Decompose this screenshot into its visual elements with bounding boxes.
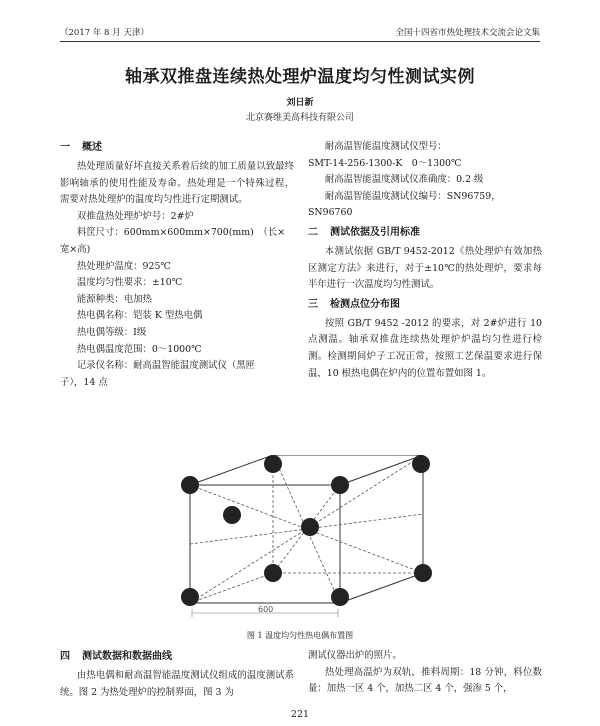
thermocouple-point: [331, 588, 349, 606]
furnace-paragraph: 热处理高温炉为双轨，推料周期：18 分钟，料位数量：加热一区 4 个，加热二区 4 个，强渗 5 个，: [308, 666, 542, 695]
spec-line: 热电偶温度范围：0～1000℃: [76, 343, 202, 355]
left-column: [60, 137, 294, 391]
right-column: [308, 137, 542, 382]
thermocouple-point: [264, 564, 282, 582]
author: 刘日新: [286, 98, 314, 108]
running-head-right: 全国十四省市热处理技术交流会论文集: [395, 28, 540, 38]
spec-line: 宽×高): [60, 243, 91, 255]
thermocouple-point: [223, 506, 241, 524]
spec-line: 能源种类：电加热: [76, 293, 152, 305]
cube-edge: [340, 455, 423, 485]
bottom-left-column: [60, 646, 294, 701]
section-heading-4: [60, 648, 294, 666]
spec-line: 热处理炉温度：925℃: [76, 260, 171, 272]
thermocouple-point: [264, 455, 282, 473]
standards-paragraph: 本测试依据 GB/T 9452-2012《热处理炉有效加热区测定方法》来进行，对于±10℃的热处理炉，要求每半年进行一次温度均匀性测试。: [308, 245, 542, 291]
thermocouple-layout-figure: [150, 455, 480, 625]
bottom-right-column: [308, 646, 542, 698]
section-title: 测试数据和数据曲线: [82, 651, 172, 662]
paper-title: 轴承双推盘连续热处理炉温度均匀性测试实例: [125, 67, 475, 87]
running-head-left: （2017 年 8 月 天津）: [60, 28, 149, 38]
section-heading-2: [308, 224, 542, 242]
affiliation: 北京赛维美高科技有限公司: [245, 113, 354, 123]
dimension-label: 600: [258, 605, 274, 614]
section-number: 四: [60, 651, 70, 662]
section-number: 一: [60, 142, 70, 153]
spec-line: 温度均匀性要求：±10℃: [76, 277, 183, 289]
spec-line: 双推盘热处理炉炉号：2#炉: [76, 210, 194, 222]
section-number: 三: [308, 298, 318, 310]
cube-edge: [190, 455, 273, 485]
layout-paragraph: 按照 GB/T 9452 -2012 的要求，对 2#炉进行 10 点测温。轴承双推盘连续热处理炉炉温均匀性进行检测。检测期间炉子工况正常，按照工艺保温要求进行保温，10 根热电偶在炉内的位置布置如图 1。: [308, 317, 542, 379]
cube-edge: [340, 573, 423, 603]
thermocouple-point: [412, 455, 430, 473]
page-number: 221: [290, 709, 310, 720]
photo-text: 测试仪器出炉的照片。: [308, 650, 402, 661]
spec-line: 耐高温智能温度测试仪准确度：0.2 级: [324, 174, 484, 186]
section-heading-3: [308, 296, 542, 314]
section-number: 二: [308, 226, 318, 238]
section-title: 测试依据及引用标准: [330, 226, 420, 238]
section-title: 检测点位分布图: [330, 298, 400, 310]
thermocouple-point: [301, 518, 319, 536]
thermocouple-point: [181, 588, 199, 606]
data-paragraph: 由热电偶和耐高温智能温度测试仪组成的温度测试系统。图 2 为热处理炉的控制界面，图 3 为: [60, 670, 294, 698]
thermocouple-point: [414, 564, 432, 582]
spec-line: 记录仪名称：耐高温智能温度测试仪（黑匣: [76, 360, 256, 372]
spec-line: SMT-14-256-1300-K 0～1300℃: [308, 157, 462, 169]
thermocouple-point: [331, 476, 349, 494]
spec-line: 耐高温智能温度测试仪型号：: [324, 141, 447, 152]
spec-line: SN96760: [308, 207, 353, 219]
section-title: 概述: [82, 142, 102, 153]
figure-caption: 图 1 温度均匀性热电偶布置图: [246, 631, 354, 640]
spec-line: 子），14 点: [60, 376, 108, 388]
thermocouple-point: [181, 476, 199, 494]
header-rule: [60, 41, 540, 42]
section-heading-1: [60, 139, 294, 157]
intro-paragraph: 热处理质量好坏直接关系着后续的加工质量以致最终影响轴承的使用性能及寿命。热处理是一个特殊过程，需要对热处理炉的温度均匀性进行定期测试。: [60, 161, 294, 206]
spec-line: 耐高温智能温度测试仪编号：SN96759，: [324, 190, 501, 202]
spec-line: 热电偶等级：Ⅰ级: [76, 326, 147, 338]
spec-line: 热电偶名称：铠装 K 型热电偶: [76, 310, 203, 322]
spec-line: 料筐尺寸：600mm×600mm×700(mm) （长×: [76, 227, 286, 239]
running-head: [60, 26, 540, 42]
hidden-edge: [190, 573, 273, 603]
